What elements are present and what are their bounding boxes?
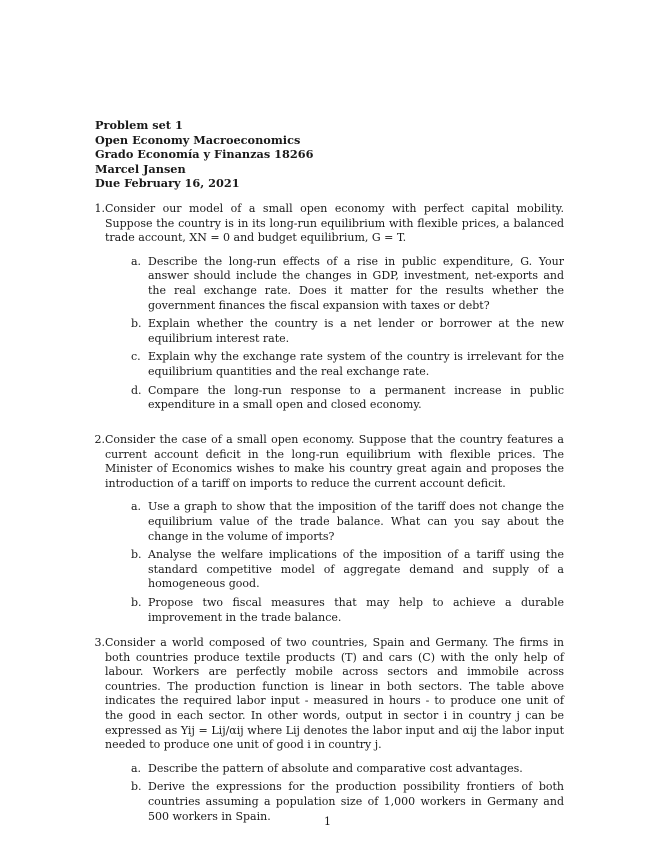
header-due-date: Due February 16, 2021	[95, 176, 240, 191]
header-author: Marcel Jansen	[95, 161, 186, 176]
subquestion-label: a.	[131, 761, 142, 775]
subquestion-text: Analyse the welfare implications of the imposition of a tariff using the standard competitive model of aggregate demand and supply of a homogeneous good.	[148, 548, 564, 591]
subquestion-text: Derive the expressions for the production possibility frontiers of both countries assuming a population size of 1,000 workers in Germany and 500 workers in Spain.	[148, 780, 564, 823]
header-course: Open Economy Macroeconomics	[95, 132, 301, 147]
subquestion	[131, 255, 564, 313]
subquestion-label: b.	[131, 317, 142, 331]
problem-intro: Consider our model of a small open economy with perfect capital mobility. Suppose the country is in its long-run equilibrium with flexible prices, a balanced trade account, XN = 0 and budget equilibrium, G = T.	[105, 202, 564, 245]
subquestion-text: Use a graph to show that the imposition of the tariff does not change the equilibrium value of the trade balance. What can you say about the change in the volume of imports?	[148, 500, 564, 543]
subquestion-text: Propose two fiscal measures that may help to achieve a durable improvement in the trade balance.	[148, 595, 564, 624]
subquestion	[131, 548, 564, 592]
problem-number: 2.	[94, 433, 105, 446]
subquestion-label: b.	[131, 780, 142, 794]
subquestion	[131, 596, 564, 625]
subquestion	[131, 762, 564, 777]
header-title: Problem set 1	[95, 118, 183, 132]
subquestion-label: b.	[131, 595, 142, 609]
problem-2	[88, 433, 564, 629]
problem-1	[88, 202, 564, 417]
subquestion-text: Explain why the exchange rate system of the country is irrelevant for the equilibrium quantities and the real exchange rate.	[148, 350, 564, 378]
subquestion-text: Explain whether the country is a net lender or borrower at the new equilibrium interest rate.	[148, 317, 564, 345]
header-program: Grado Economía y Finanzas 18266	[95, 147, 314, 162]
page-number: 1	[324, 815, 331, 828]
problem-3	[88, 636, 564, 828]
document-header	[95, 118, 313, 191]
subquestion-text: Compare the long-run response to a permanent increase in public expenditure in a small open and closed economy.	[148, 383, 564, 412]
subquestion	[131, 317, 564, 346]
problem-intro: Consider the case of a small open economy. Suppose that the country features a current account deficit in the long-run equilibrium with flexible prices. The Minister of Economics wishes to make his country great again and proposes the introduction of a tariff on imports to reduce the current account deficit.	[105, 433, 564, 490]
subquestion-text: Describe the long-run effects of a rise in public expenditure, G. Your answer should include the changes in GDP, investment, net-exports and the real exchange rate. Does it matter for the results whether the government finances the fiscal expansion with taxes or debt?	[148, 254, 564, 312]
subquestion-label: c.	[131, 350, 141, 364]
subquestion-label: a.	[131, 500, 142, 514]
subquestion-text: Describe the pattern of absolute and comparative cost advantages.	[148, 761, 523, 775]
subquestion-label: a.	[131, 254, 142, 268]
subquestion-label: b.	[131, 548, 142, 562]
subquestion-list	[131, 500, 564, 625]
subquestion	[131, 384, 564, 413]
problem-number: 3.	[94, 636, 105, 649]
problem-number: 1.	[94, 202, 105, 215]
subquestion-list	[131, 255, 564, 413]
subquestion-label: d.	[131, 383, 142, 397]
problem-intro: Consider a world composed of two countries, Spain and Germany. The firms in both countries produce textile products (T) and cars (C) with the only help of labour. Workers are perfectly mobile across sectors and immobile across countries. The production function is linear in both sectors. The table above indicates the required labor input - measured in hours - to produce one unit of the good in each sector. In other words, output in sector i in country j can be expressed as Yij = Lij/αij where Lij denotes the labor input and αij the labor input needed to produce one unit of good i in country j.	[105, 636, 564, 752]
subquestion	[131, 350, 564, 379]
subquestion	[131, 500, 564, 544]
